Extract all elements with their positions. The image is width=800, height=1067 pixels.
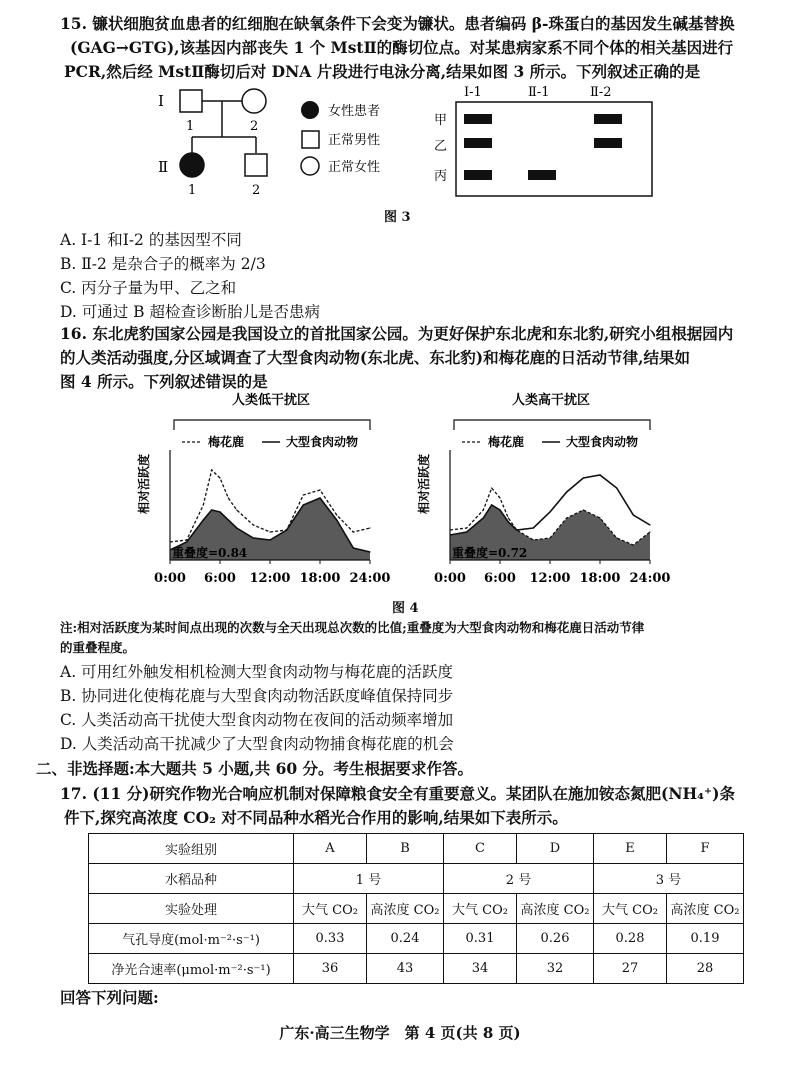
data-point — [203, 519, 204, 520]
q15-option-c: C. 丙分子量为甲、乙之和 — [60, 279, 237, 297]
q16-note-line2: 的重叠程度。 — [60, 640, 136, 655]
chart-title: 人类高干扰区 — [512, 393, 591, 408]
chart-high-disturbance — [410, 390, 680, 595]
lane-label-ii1: Ⅱ-1 — [528, 85, 550, 100]
q15-stem-line2: (GAG→GTG),该基因内部丧失 1 个 MstⅡ的酶切位点。对某患病家系不同个体的相关基因进行 — [70, 38, 734, 57]
data-point — [219, 511, 220, 512]
data-point — [336, 514, 337, 515]
legend-solid-label: 大型食肉动物 — [566, 435, 639, 449]
data-point — [303, 494, 304, 495]
electrophoresis-gel — [430, 82, 660, 200]
overlap-label: 重叠度=0.84 — [172, 546, 248, 560]
data-point — [236, 527, 237, 528]
legend-affected-female: 女性患者 — [328, 104, 381, 119]
title-bracket — [454, 420, 650, 430]
data-point — [319, 489, 320, 490]
table-cell: 1 号 — [294, 864, 444, 894]
section2-heading: 二、非选择题:本大题共 5 小题,共 60 分。考生根据要求作答。 — [36, 759, 474, 778]
data-point — [549, 537, 550, 538]
data-point — [269, 531, 270, 532]
i2-number: 2 — [250, 119, 259, 134]
y-axis-label: 相对活跃度 — [417, 453, 431, 514]
table-cell: 27 — [594, 954, 667, 984]
data-point — [228, 497, 229, 498]
table-cell: C — [444, 834, 517, 864]
data-point — [549, 511, 550, 512]
x-tick-label: 18:00 — [299, 571, 341, 586]
data-point — [508, 521, 509, 522]
legend-solid-label: 大型食肉动物 — [286, 435, 359, 449]
table-cell: 0.33 — [294, 924, 367, 954]
overlap-label: 重叠度=0.72 — [452, 546, 528, 560]
ii1-affected-female — [180, 153, 204, 177]
q16-stem-line2: 的人类活动强度,分区域调查了大型食肉动物(东北虎、东北豹)和梅花鹿的日活动节律,结果如 — [60, 348, 690, 367]
table-cell: A — [294, 834, 367, 864]
i1-male — [180, 90, 202, 112]
q15-stem-line1: 15. 镰状细胞贫血患者的红细胞在缺氧条件下会变为镰状。患者编码 β-珠蛋白的基因发生碱基替换 — [60, 14, 735, 33]
data-point — [616, 537, 617, 538]
table-cell: 34 — [444, 954, 517, 984]
table-cell: 高浓度 CO₂ — [667, 894, 744, 924]
x-tick-label: 6:00 — [204, 571, 236, 586]
y-axis-label: 相对活跃度 — [137, 453, 151, 514]
data-point — [491, 487, 492, 488]
row-label: 气孔导度(mol·m⁻²·s⁻¹) — [89, 924, 294, 954]
row-label: 净光合速率(μmol·m⁻²·s⁻¹) — [89, 954, 294, 984]
q15-option-b: B. Ⅱ-2 是杂合子的概率为 2/3 — [60, 255, 266, 273]
legend-dashed-label: 梅花鹿 — [488, 435, 525, 449]
gen1-label: Ⅰ — [158, 92, 164, 110]
data-point — [369, 527, 370, 528]
band-ii1-bing — [528, 170, 556, 180]
q16-option-b: B. 协同进化使梅花鹿与大型食肉动物活跃度峰值保持同步 — [60, 687, 454, 705]
table-cell: 0.19 — [667, 924, 744, 954]
table-row — [89, 864, 744, 894]
data-point — [466, 527, 467, 528]
table-cell: 43 — [367, 954, 444, 984]
q16-stem-line1: 16. 东北虎豹国家公园是我国设立的首批国家公园。为更好保护东北虎和东北豹,研究小组根据园内 — [60, 324, 734, 343]
table-cell: 0.26 — [517, 924, 594, 954]
data-point — [599, 517, 600, 518]
data-point — [483, 509, 484, 510]
table-cell: F — [667, 834, 744, 864]
data-point — [566, 517, 567, 518]
table-cell: 大气 CO₂ — [294, 894, 367, 924]
row-label: 实验组别 — [89, 834, 294, 864]
data-point — [236, 509, 237, 510]
x-tick-label: 12:00 — [529, 571, 571, 586]
table-cell: 高浓度 CO₂ — [517, 894, 594, 924]
data-point — [499, 509, 500, 510]
q16-option-a: A. 可用红外触发相机检测大型食肉动物与梅花鹿的活跃度 — [60, 663, 454, 681]
q16-option-c: C. 人类活动高干扰使大型食肉动物在夜间的活动频率增加 — [60, 711, 454, 729]
gen2-label: Ⅱ — [158, 158, 169, 176]
data-point — [633, 544, 634, 545]
ii2-male — [245, 154, 267, 176]
data-point — [253, 537, 254, 538]
x-tick-label: 0:00 — [154, 571, 186, 586]
data-point — [228, 519, 229, 520]
data-point — [353, 547, 354, 548]
q16-stem-line3: 图 4 所示。下列叙述错误的是 — [60, 372, 268, 391]
table-cell: 36 — [294, 954, 367, 984]
row-label: 水稻品种 — [89, 864, 294, 894]
x-tick-label: 24:00 — [349, 571, 391, 586]
data-point — [336, 519, 337, 520]
ii2-number: 2 — [252, 183, 261, 198]
data-point — [466, 531, 467, 532]
data-point — [633, 514, 634, 515]
data-point — [353, 531, 354, 532]
legend-normal-female-icon — [301, 157, 319, 175]
table-cell: E — [594, 834, 667, 864]
ii1-number: 1 — [188, 183, 197, 198]
chart-title: 人类低干扰区 — [232, 393, 311, 408]
data-point — [186, 541, 187, 542]
legend-dashed-label: 梅花鹿 — [208, 435, 245, 449]
data-point — [649, 531, 650, 532]
data-point — [583, 509, 584, 510]
q16-note-line1: 注:相对活跃度为某时间点出现的次数与全天出现总次数的比值;重叠度为大型食肉动物和梅花鹿日活动节律 — [60, 620, 645, 635]
data-point — [649, 524, 650, 525]
table-cell: 0.24 — [367, 924, 444, 954]
q16-option-d: D. 人类活动高干扰减少了大型食肉动物捕食梅花鹿的机会 — [60, 735, 454, 753]
data-point — [211, 469, 212, 470]
data-point — [186, 539, 187, 540]
fig3-caption: 图 3 — [384, 210, 411, 225]
data-point — [253, 524, 254, 525]
data-point — [499, 497, 500, 498]
legend-normal-male-icon — [302, 131, 319, 148]
data-point — [303, 504, 304, 505]
band-i1-jia — [464, 114, 492, 124]
table-row — [89, 954, 744, 984]
table-cell: 大气 CO₂ — [444, 894, 517, 924]
table-row — [89, 834, 744, 864]
data-point — [566, 491, 567, 492]
data-point — [533, 539, 534, 540]
data-point — [369, 551, 370, 552]
table-cell: 高浓度 CO₂ — [367, 894, 444, 924]
data-point — [203, 504, 204, 505]
row-label-jia: 甲 — [434, 113, 448, 128]
page-footer: 广东·高三生物学 第 4 页(共 8 页) — [279, 1024, 521, 1042]
table-cell: 32 — [517, 954, 594, 984]
band-ii2-yi — [594, 138, 622, 148]
data-point — [219, 477, 220, 478]
table-cell: 0.28 — [594, 924, 667, 954]
data-point — [599, 474, 600, 475]
legend-normal-female: 正常女性 — [328, 160, 381, 175]
band-i1-yi — [464, 138, 492, 148]
table-cell: 28 — [667, 954, 744, 984]
data-point — [269, 539, 270, 540]
table-cell: 3 号 — [594, 864, 744, 894]
data-point — [211, 509, 212, 510]
table-row — [89, 924, 744, 954]
table-cell: 0.31 — [444, 924, 517, 954]
q17-answer-prompt: 回答下列问题: — [60, 988, 159, 1007]
legend-affected-female-icon — [301, 101, 319, 119]
q15-stem-line3: PCR,然后经 MstⅡ酶切后对 DNA 片段进行电泳分离,结果如图 3 所示。下列叙述正确的是 — [64, 62, 701, 81]
lane-label-i1: Ⅰ-1 — [464, 85, 482, 100]
data-point — [483, 517, 484, 518]
data-point — [491, 504, 492, 505]
row-label-yi: 乙 — [434, 139, 448, 154]
i1-number: 1 — [186, 119, 195, 134]
table-row — [89, 894, 744, 924]
data-point — [583, 477, 584, 478]
lane-label-ii2: Ⅱ-2 — [590, 85, 612, 100]
chart-low-disturbance — [130, 390, 400, 595]
q15-option-a: A. Ⅰ-1 和Ⅰ-2 的基因型不同 — [60, 231, 242, 249]
data-point — [286, 529, 287, 530]
q17-stem-line2: 件下,探究高浓度 CO₂ 对不同品种水稻光合作用的影响,结果如下表所示。 — [64, 808, 568, 827]
data-point — [319, 497, 320, 498]
x-tick-label: 24:00 — [629, 571, 671, 586]
row-label-bing: 丙 — [434, 169, 448, 184]
experiment-table — [88, 833, 744, 984]
pedigree-legend — [298, 98, 418, 178]
data-point — [616, 487, 617, 488]
q17-stem-line1: 17. (11 分)研究作物光合响应机制对保障粮食安全有重要意义。某团队在施加铵态氮肥(NH₄⁺)条 — [60, 784, 735, 803]
band-ii2-jia — [594, 114, 622, 124]
table-cell: 2 号 — [444, 864, 594, 894]
data-point — [508, 517, 509, 518]
x-tick-label: 18:00 — [579, 571, 621, 586]
row-label: 实验处理 — [89, 894, 294, 924]
i2-female — [242, 89, 266, 113]
table-cell: B — [367, 834, 444, 864]
data-point — [533, 527, 534, 528]
band-i1-bing — [464, 170, 492, 180]
x-tick-label: 0:00 — [434, 571, 466, 586]
x-tick-label: 6:00 — [484, 571, 516, 586]
q15-option-d: D. 可通过 B 超检查诊断胎儿是否患病 — [60, 303, 320, 321]
table-cell: D — [517, 834, 594, 864]
table-cell: 大气 CO₂ — [594, 894, 667, 924]
fig4-caption: 图 4 — [392, 601, 419, 616]
title-bracket — [174, 420, 370, 430]
legend-normal-male: 正常男性 — [328, 133, 381, 148]
data-point — [516, 529, 517, 530]
x-tick-label: 12:00 — [249, 571, 291, 586]
